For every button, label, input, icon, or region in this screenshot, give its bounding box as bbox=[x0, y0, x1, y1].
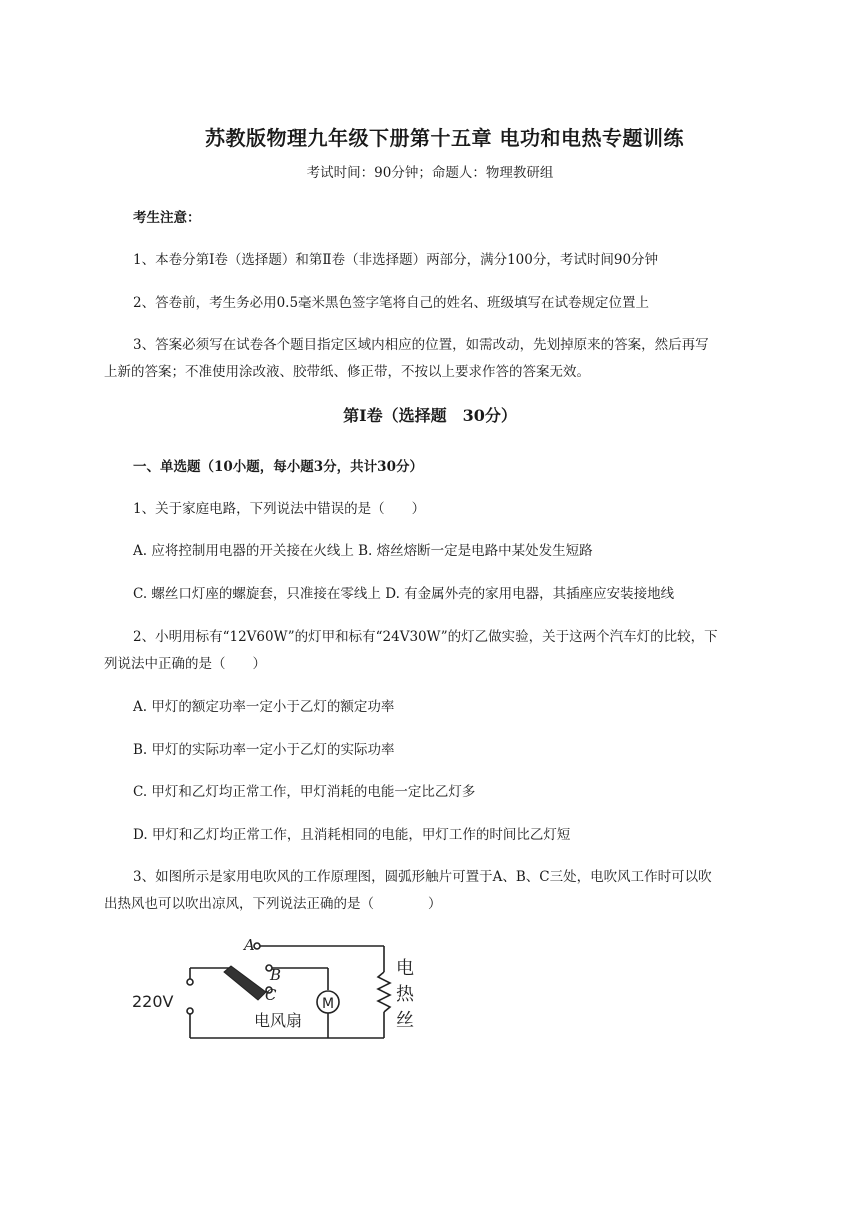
question-3-stem-line-1: 3、如图所示是家用电吹风的工作原理图，圆弧形触片可置于A、B、C三处，电吹风工作时可以吹 bbox=[133, 869, 712, 885]
voltage-label: 220V bbox=[132, 992, 174, 1011]
question-3-stem-line-2: 出热风也可以吹出凉风，下列说法正确的是（ ） bbox=[104, 896, 442, 912]
question-2-option-a: A. 甲灯的额定功率一定小于乙灯的额定功率 bbox=[133, 699, 395, 715]
section-title: 第Ⅰ卷（选择题 30分） bbox=[343, 406, 517, 425]
page-title: 苏教版物理九年级下册第十五章 电功和电热专题训练 bbox=[205, 126, 684, 150]
label-a: A bbox=[244, 936, 255, 954]
notice-item-1: 1、本卷分第Ⅰ卷（选择题）和第Ⅱ卷（非选择题）两部分，满分100分，考试时间90分钟 bbox=[133, 252, 659, 268]
question-2-stem-line-2: 列说法中正确的是（ ） bbox=[104, 656, 266, 672]
question-1-options-ab: A. 应将控制用电器的开关接在火线上 B. 熔丝熔断一定是电路中某处发生短路 bbox=[133, 543, 593, 559]
notice-item-3-line-1: 3、答案必须写在试卷各个题目指定区域内相应的位置，如需改动，先划掉原来的答案，然后再写 bbox=[133, 337, 709, 353]
notice-item-2: 2、答卷前，考生务必用0.5毫米黑色签字笔将自己的姓名、班级填写在试卷规定位置上 bbox=[133, 295, 650, 311]
heater-label-char-1: 电 bbox=[396, 958, 414, 979]
question-1-stem: 1、关于家庭电路，下列说法中错误的是（ ） bbox=[133, 501, 426, 517]
question-2-stem-line-1: 2、小明用标有“12V60W”的灯甲和标有“24V30W”的灯乙做实验，关于这两个汽车灯的比较，下 bbox=[133, 629, 718, 645]
question-1-options-cd: C. 螺丝口灯座的螺旋套，只准接在零线上 D. 有金属外壳的家用电器，其插座应安装接地线 bbox=[133, 586, 675, 602]
question-2-option-b: B. 甲灯的实际功率一定小于乙灯的实际功率 bbox=[133, 742, 395, 758]
exam-info: 考试时间：90分钟；命题人：物理教研组 bbox=[306, 165, 554, 181]
label-b: B bbox=[270, 966, 282, 984]
label-c: C bbox=[265, 986, 277, 1004]
fan-label: 电风扇 bbox=[254, 1011, 303, 1030]
motor-label: M bbox=[322, 996, 335, 1012]
notice-heading: 考生注意： bbox=[133, 210, 201, 226]
heater-label-char-2: 热 bbox=[396, 984, 414, 1005]
question-2-option-c: C. 甲灯和乙灯均正常工作，甲灯消耗的电能一定比乙灯多 bbox=[133, 784, 476, 800]
hair-dryer-circuit-diagram bbox=[128, 930, 428, 1045]
question-2-option-d: D. 甲灯和乙灯均正常工作，且消耗相同的电能，甲灯工作的时间比乙灯短 bbox=[133, 827, 571, 843]
notice-item-3-line-2: 上新的答案；不准使用涂改液、胶带纸、修正带，不按以上要求作答的答案无效。 bbox=[104, 364, 590, 380]
part-heading: 一、单选题（10小题，每小题3分，共计30分） bbox=[133, 459, 423, 475]
heater-label-char-3: 丝 bbox=[396, 1010, 414, 1031]
